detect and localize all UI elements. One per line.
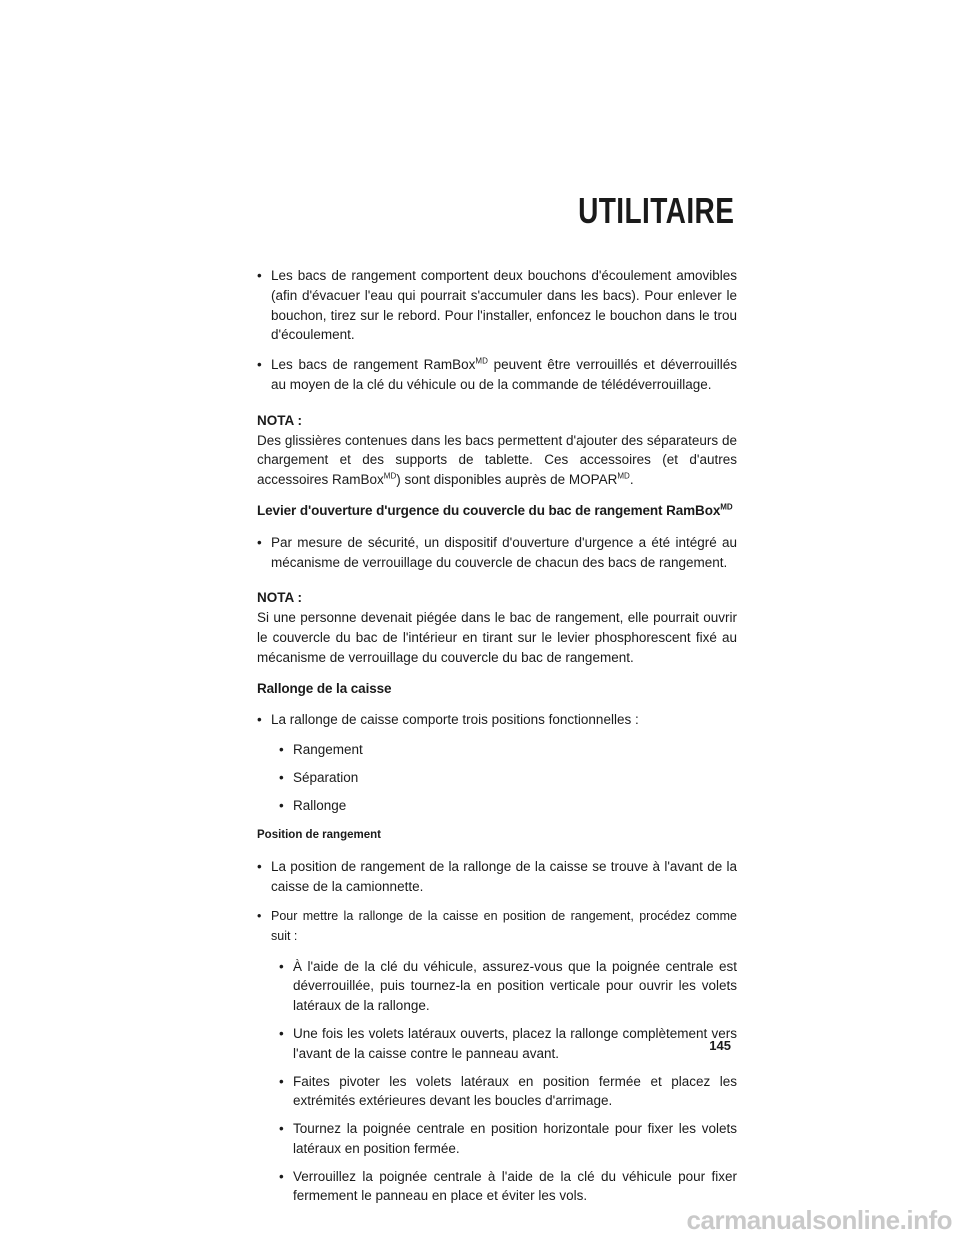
- watermark: carmanualsonline.info: [686, 1205, 952, 1235]
- sub-list-item: • Une fois les volets latéraux ouverts, placez la rallonge complètement vers l'avant de la caisse contre le panneau avant.: [269, 1024, 737, 1064]
- trademark-superscript: MD: [617, 471, 630, 481]
- trademark-superscript: MD: [720, 502, 733, 512]
- text-span: ) sont disponibles auprès de MOPAR: [396, 472, 618, 488]
- sub-list-item: • Séparation: [269, 768, 737, 788]
- list-item: • Pour mettre la rallonge de la caisse en position de rangement, procédez comme suit :: [257, 907, 737, 947]
- section-heading: Rallonge de la caisse: [257, 680, 392, 696]
- page-content: [257, 266, 737, 1214]
- list-item: • La position de rangement de la rallonge de la caisse se trouve à l'avant de la caisse de la camionnette.: [257, 857, 737, 897]
- sub-list-item: • À l'aide de la clé du véhicule, assurez-vous que la poignée centrale est déverrouillée, puis tournez-la en position verticale pour ouvrir les volets latéraux de la rallonge.: [269, 957, 737, 1016]
- subsection-heading: Position de rangement: [257, 828, 381, 841]
- sub-list-item: • Verrouillez la poignée centrale à l'aide de la clé du véhicule pour fixer fermement le panneau en place et éviter les vols.: [269, 1167, 737, 1207]
- sub-list-item: • Rallonge: [269, 796, 737, 816]
- list-item: • Par mesure de sécurité, un dispositif d'ouverture d'urgence a été intégré au mécanisme de verrouillage du couvercle de chacun des bacs de rangement.: [257, 533, 737, 573]
- text-span: Les bacs de rangement RamBox: [271, 357, 476, 373]
- trademark-superscript: MD: [475, 356, 488, 366]
- list-item: • Les bacs de rangement comportent deux bouchons d'écoulement amovibles (afin d'évacuer l'eau qui pourrait s'accumuler dans les bacs). Pour enlever le bouchon, tirez sur le rebord. Pour l'installer, enfoncez le bouchon dans le trou d'écoulement.: [257, 266, 737, 345]
- nota-text: Si une personne devenait piégée dans le bac de rangement, elle pourrait ouvrir le couvercle du bac de l'intérieur en tirant sur le levier phosphorescent fixé au mécanisme de verrouillage du couvercle du bac de rangement.: [257, 610, 737, 665]
- sub-list-item: • Faites pivoter les volets latéraux en position fermée et placez les extrémités extérieures devant les boucles d'arrimage.: [269, 1072, 737, 1112]
- heading-text: Levier d'ouverture d'urgence du couvercle du bac de rangement RamBox: [257, 502, 721, 518]
- nota-text: [257, 431, 737, 490]
- text-span: peuvent être verrouillés et déverrouillés au moyen de la clé du véhicule ou de la commande de télédéverrouillage.: [271, 357, 737, 392]
- sub-list-item: • Rangement: [269, 740, 737, 760]
- sub-list-item: • Tournez la poignée centrale en position horizontale pour fixer les volets latéraux en position fermée.: [269, 1119, 737, 1159]
- page-number: 145: [709, 1038, 731, 1053]
- nota-label: NOTA :: [257, 412, 302, 428]
- nota-label: NOTA :: [257, 590, 302, 606]
- list-item: • La rallonge de caisse comporte trois positions fonctionnelles :: [257, 710, 737, 730]
- trademark-superscript: MD: [383, 471, 397, 481]
- text-span: .: [629, 472, 634, 488]
- list-item: [257, 355, 737, 395]
- text-span: Des glissières contenues dans les bacs permettent d'ajouter des séparateurs de chargement et des supports de tablette. Ces accessoires (et d'autres accessoires RamBox: [257, 432, 737, 488]
- section-heading: [257, 501, 737, 521]
- page-title: UTILITAIRE: [577, 190, 734, 231]
